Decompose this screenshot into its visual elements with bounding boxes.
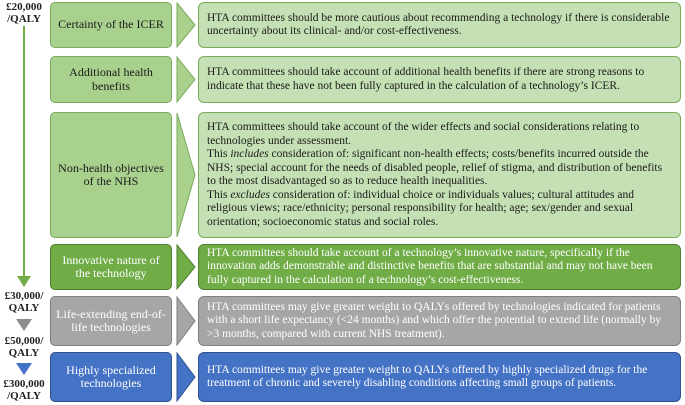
desc-text: HTA committees may give greater weight to QALYs offered by highly specialized drugs for the treatment of chronic and severely disabling conditions affecting small groups of patients. (207, 363, 648, 389)
threshold-unit: /QALY (7, 13, 41, 25)
threshold-value: £30,000/ (4, 290, 44, 302)
label-innovative-nature: Innovative nature of the technology (50, 244, 172, 290)
excludes-emphasis: excludes (230, 188, 270, 201)
desc-text: HTA committees should take account of a technology’s innovative nature, specifically if the innovation adds demonstrable and distinctive benefits that are substantial and may not have been fully captured in the calculation of a technology’s cost-effectiveness. (207, 246, 653, 286)
label-highly-specialized: Highly specialized technologies (50, 352, 172, 402)
threshold-30000 (0, 290, 48, 314)
desc-life-extending-end-of-life (198, 296, 681, 346)
chevron-right-icon (176, 56, 196, 103)
label-additional-health-benefits: Additional health benefits (50, 56, 172, 103)
desc-text: HTA committees may give greater weight to QALYs offered by technologies indicated for patients with a short life expectancy (<24 months) and which offer the potential to extend life (normally by >3 months, compared with current NHS treatment). (207, 300, 662, 340)
label-non-health-objectives: Non-health objectives of the NHS (50, 112, 172, 238)
chevron-right-icon (176, 112, 196, 238)
desc-highly-specialized (198, 352, 681, 402)
label-certainty-of-icer: Certainty of the ICER (50, 2, 172, 48)
desc-text: HTA committees should be more cautious about recommending a technology if there is considerable uncertainty about its clinical- and/or cost-effectiveness. (207, 11, 670, 37)
grey-down-arrow (15, 318, 33, 332)
threshold-50000 (0, 335, 48, 359)
chevron-right-icon (176, 244, 196, 290)
desc-additional-health-benefits (198, 56, 681, 103)
green-down-arrow (14, 26, 34, 288)
threshold-20000 (0, 1, 48, 25)
desc-certainty-of-icer (198, 2, 681, 48)
threshold-unit: QALY (8, 302, 40, 314)
desc-non-health-objectives (198, 112, 681, 238)
chevron-right-icon (176, 296, 196, 346)
desc-text: HTA committees should take account of additional health benefits if there are strong reasons to indicate that these have not been fully captured in the calculation of a technology’s ICER. (207, 66, 645, 92)
includes-emphasis: includes (230, 148, 269, 160)
desc-paragraph-includes: This includes consideration of: significant non-health effects; costs/benefits incurred outside the NHS; special account for the needs of disabled people, relief of stigma, and distribution of benefits to the most disadvantaged so as to reduce health inequalities. (207, 148, 663, 187)
desc-innovative-nature (198, 244, 681, 290)
threshold-300000 (0, 378, 48, 402)
threshold-unit: /QALY (7, 390, 41, 402)
threshold-unit: QALY (8, 347, 40, 359)
chevron-right-icon (176, 2, 196, 48)
desc-paragraph-1: HTA committees should take account of the wider effects and social considerations relating to technologies under assessment. (207, 121, 640, 147)
blue-down-arrow (15, 362, 33, 376)
threshold-value: £50,000/ (4, 335, 44, 347)
label-life-extending-end-of-life: Life-extending end-of-life technologies (50, 296, 172, 346)
desc-paragraph-excludes: This excludes consideration of: individual choice or individuals values; cultural attitudes and religious views; race/ethnicity; personal responsibility for health; age; sex/gender and sexual orientation; socioeconomic status and social roles. (207, 188, 634, 228)
threshold-value: £20,000 (6, 1, 42, 13)
threshold-value: £300,000 (3, 378, 45, 390)
chevron-right-icon (176, 352, 196, 402)
